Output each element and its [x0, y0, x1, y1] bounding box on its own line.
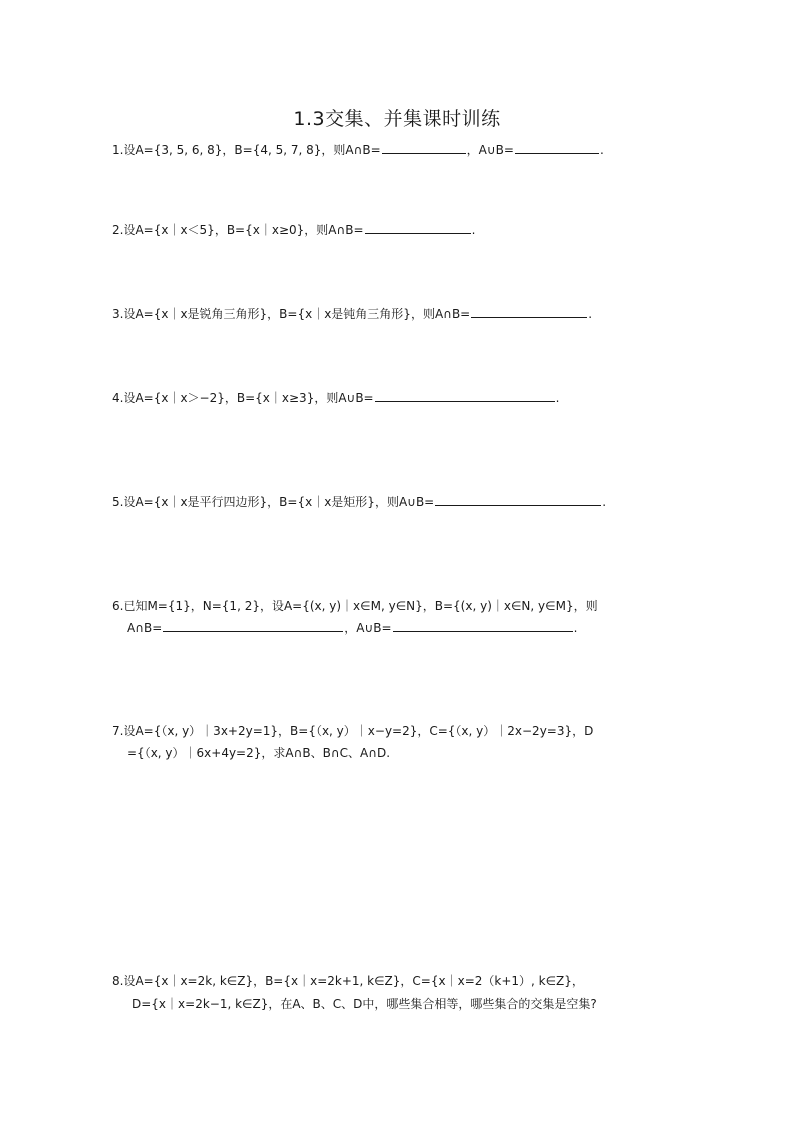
question-4 — [112, 389, 559, 407]
question-1-text: 1.设A={3, 5, 6, 8}，B={4, 5, 7, 8}，则A∩B= — [112, 143, 381, 157]
answer-blank-6b[interactable] — [393, 619, 573, 632]
question-3-text: 3.设A={x｜x是锐角三角形}，B={x｜x是钝角三角形}，则A∩B= — [112, 307, 471, 321]
answer-blank-4[interactable] — [375, 389, 555, 402]
question-6-mid: ，A∪B= — [344, 621, 392, 635]
question-7-line-2: ={（x, y）｜6x+4y=2}，求A∩B、B∩C、A∩D. — [127, 746, 391, 760]
question-6-start: A∩B= — [127, 621, 163, 635]
question-5 — [112, 493, 606, 511]
question-1-end: . — [599, 143, 604, 157]
question-8-line-1: 8.设A={x｜x=2k, k∈Z}，B={x｜x=2k+1, k∈Z}，C={x｜x=2（k+1）, k∈Z}， — [112, 974, 584, 988]
question-4-end: . — [555, 391, 560, 405]
answer-blank-1a[interactable] — [382, 141, 466, 154]
question-7-line-1: 7.设A={（x, y）｜3x+2y=1}，B={（x, y）｜x−y=2}，C={（x, y）｜2x−2y=3}，D — [112, 724, 594, 738]
question-2-end: . — [471, 223, 476, 237]
question-2-text: 2.设A={x｜x＜5}，B={x｜x≥0}，则A∩B= — [112, 223, 364, 237]
question-3-end: . — [588, 307, 593, 321]
question-8-line-2: D={x｜x=2k−1, k∈Z}，在A、B、C、D中，哪些集合相等，哪些集合的交集是空集? — [132, 997, 597, 1011]
answer-blank-1b[interactable] — [515, 141, 599, 154]
question-5-end: . — [602, 495, 607, 509]
answer-blank-5[interactable] — [435, 493, 601, 506]
question-6-line-1: 6.已知M={1}，N={1, 2}，设A={(x, y)｜x∈M, y∈N}，B={(x, y)｜x∈N, y∈M}，则 — [112, 599, 598, 613]
question-5-text: 5.设A={x｜x是平行四边形}，B={x｜x是矩形}，则A∪B= — [112, 495, 435, 509]
answer-blank-3[interactable] — [471, 305, 587, 318]
answer-blank-6a[interactable] — [163, 619, 343, 632]
question-2 — [112, 221, 475, 239]
question-3 — [112, 305, 592, 323]
question-6-end: . — [573, 621, 578, 635]
question-1-mid: ，A∪B= — [466, 143, 514, 157]
question-4-text: 4.设A={x｜x＞−2}，B={x｜x≥3}，则A∪B= — [112, 391, 374, 405]
question-1 — [112, 141, 604, 159]
answer-blank-2[interactable] — [365, 221, 471, 234]
page-title: 1.3交集、并集课时训练 — [293, 108, 501, 130]
question-6-line-2 — [127, 619, 577, 637]
